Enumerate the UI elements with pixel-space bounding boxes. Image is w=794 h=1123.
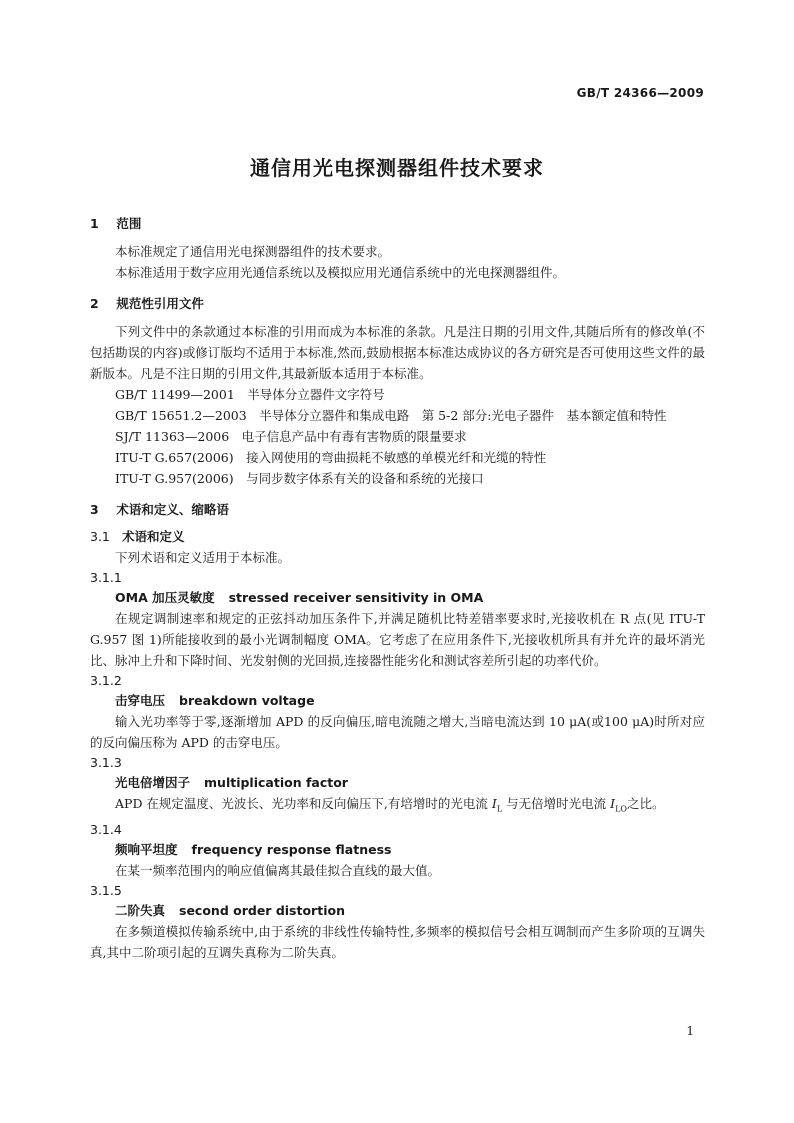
term-definition: 在某一频率范围内的响应值偏离其最佳拟合直线的最大值。 bbox=[115, 862, 441, 878]
term-en: breakdown voltage bbox=[179, 693, 315, 708]
definition-text: 与无倍增时光电流 bbox=[502, 796, 611, 811]
section-heading-scope bbox=[90, 215, 705, 233]
reference-item: ITU-T G.657(2006) 接入网使用的弯曲损耗不敏感的单模光纤和光缆的特性 bbox=[115, 450, 547, 465]
symbol: I bbox=[491, 796, 497, 811]
document-title: 通信用光电探测器组件技术要求 bbox=[250, 156, 544, 180]
reference-item: GB/T 11499—2001 半导体分立器件文字符号 bbox=[115, 387, 385, 402]
clause-number: 3.1.3 bbox=[90, 755, 122, 770]
term-heading bbox=[90, 691, 705, 711]
reference-item: ITU-T G.957(2006) 与同步数字体系有关的设备和系统的光接口 bbox=[115, 471, 484, 486]
subsection-heading bbox=[90, 527, 705, 547]
definition-text: APD 在规定温度、光波长、光功率和反向偏压下,有培增时的光电流 bbox=[115, 796, 492, 811]
subsection-number: 3.1 bbox=[90, 529, 110, 544]
document-body bbox=[90, 215, 705, 963]
symbol: I bbox=[610, 796, 616, 811]
term-zh: 光电倍增因子 bbox=[115, 775, 191, 790]
paragraph: 下列文件中的条款通过本标准的引用而成为本标准的条款。凡是注日期的引用文件,其随后所有的修改单(不包括勘误的内容)或修订版均不适用于本标准,然而,鼓励根据本标准达成协议的各方研究是否可使用这些文件的最新版本。凡是不注日期的引用文件,其最新版本适用于本标准。 bbox=[90, 324, 705, 381]
term-zh: OMA 加压灵敏度 bbox=[115, 590, 215, 605]
term-en: stressed receiver sensitivity in OMA bbox=[228, 590, 484, 605]
section-number: 2 bbox=[90, 296, 99, 311]
clause-number: 3.1.2 bbox=[90, 673, 122, 688]
term-en: second order distortion bbox=[179, 902, 345, 918]
paragraph: 本标准规定了通信用光电探测器组件的技术要求。 bbox=[115, 244, 391, 259]
paragraph: 本标准适用于数字应用光通信系统以及模拟应用光通信系统中的光电探测器组件。 bbox=[115, 265, 566, 280]
section-heading-normative-references bbox=[90, 295, 705, 313]
term-en: multiplication factor bbox=[204, 775, 348, 790]
section-number: 3 bbox=[90, 502, 99, 517]
term-zh: 击穿电压 bbox=[115, 693, 166, 708]
reference-item: SJ/T 11363—2006 电子信息产品中有毒有害物质的限量要求 bbox=[115, 429, 467, 444]
term-en: frequency response flatness bbox=[191, 841, 392, 857]
term-heading bbox=[90, 588, 705, 608]
subsection-title: 术语和定义 bbox=[121, 529, 185, 544]
term-zh: 频响平坦度 bbox=[115, 841, 178, 857]
term-heading bbox=[90, 840, 705, 860]
term-definition: 在规定调制速率和规定的正弦抖动加压条件下,并满足随机比特差错率要求时,光接收机在 R 点(见 ITU-T G.957 图 1)所能接收到的最小光调制幅度 OMA。它考虑了在应用条件下,光接收机所具有并允许的最坏消光比、脉冲上升和下降时间、光发射侧的光回损,连接器性能劣化和测试容差所引起的功率代价。 bbox=[90, 611, 705, 668]
standard-code: GB/T 24366—2009 bbox=[576, 86, 704, 100]
section-title: 术语和定义、缩略语 bbox=[116, 502, 229, 517]
term-zh: 二阶失真 bbox=[115, 902, 166, 918]
section-title: 范围 bbox=[116, 216, 142, 231]
reference-item: GB/T 15651.2—2003 半导体分立器件和集成电路 第 5-2 部分:光电子器件 基本额定值和特性 bbox=[115, 408, 667, 423]
term-definition: 输入光功率等于零,逐渐增加 APD 的反向偏压,暗电流随之增大,当暗电流达到 10 μA(或100 μA)时所对应的反向偏压称为 APD 的击穿电压。 bbox=[90, 714, 705, 750]
term-definition: 在多频道模拟传输系统中,由于系统的非线性传输特性,多频率的模拟信号会相互调制而产生多阶项的互调失真,其中二阶项引起的互调失真称为二阶失真。 bbox=[90, 923, 705, 960]
section-title: 规范性引用文件 bbox=[116, 296, 204, 311]
paragraph: 下列术语和定义适用于本标准。 bbox=[115, 550, 291, 565]
definition-text: 之比。 bbox=[626, 796, 665, 811]
page-number: 1 bbox=[686, 1024, 694, 1038]
term-definition bbox=[90, 793, 705, 820]
term-heading bbox=[90, 773, 705, 793]
clause-number: 3.1.1 bbox=[90, 570, 122, 585]
section-number: 1 bbox=[90, 216, 99, 231]
section-heading-terms bbox=[90, 501, 705, 519]
symbol-subscript: LO bbox=[615, 804, 627, 814]
clause-number: 3.1.5 bbox=[90, 882, 122, 898]
symbol-subscript: L bbox=[496, 804, 503, 814]
clause-number: 3.1.4 bbox=[90, 821, 122, 837]
term-heading bbox=[90, 901, 705, 921]
